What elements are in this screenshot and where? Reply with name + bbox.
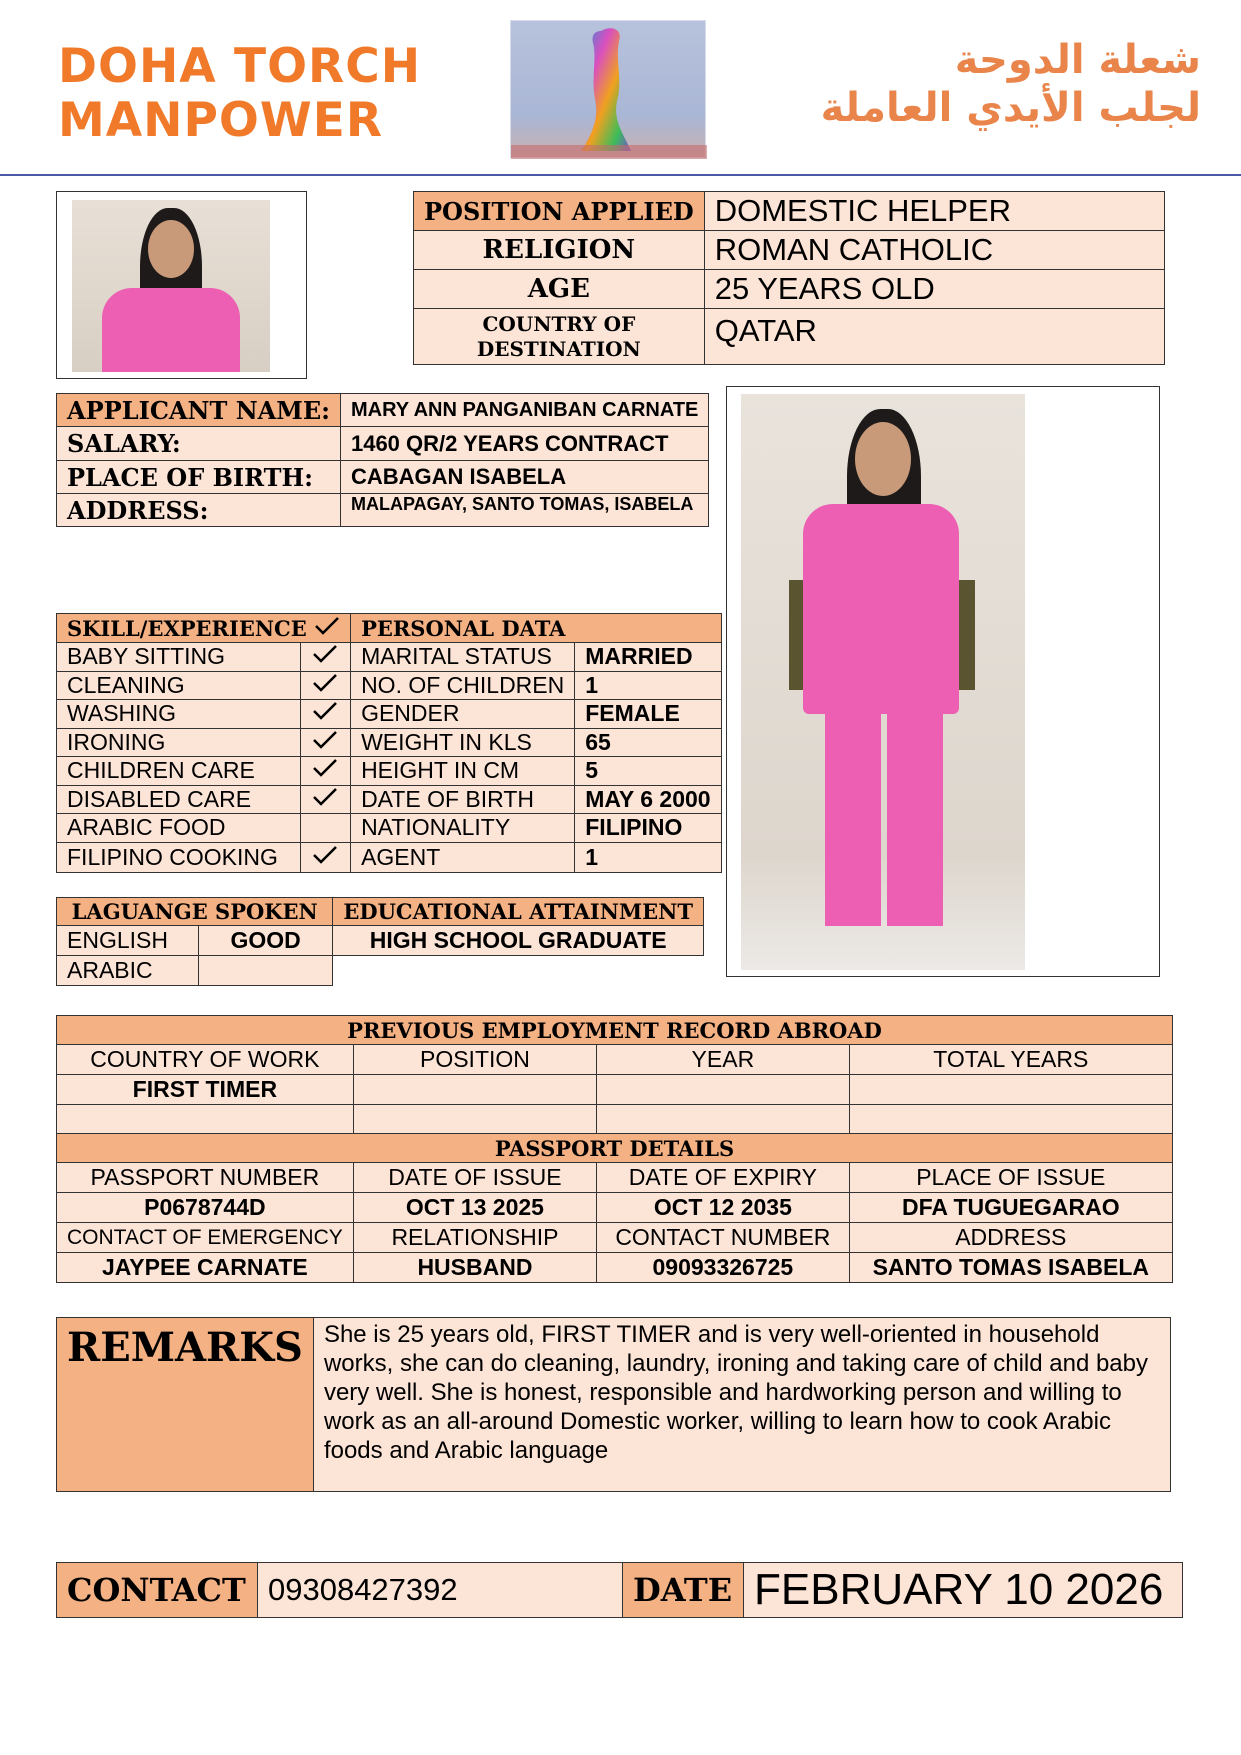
language-education-header-row — [57, 898, 704, 926]
skill-row — [57, 643, 722, 672]
checkmark-icon — [314, 616, 340, 636]
skill-check-cell — [300, 643, 350, 672]
emergency-col-address: ADDRESS — [849, 1223, 1172, 1253]
employment-position — [353, 1075, 596, 1105]
personal-field-label: NATIONALITY — [351, 814, 575, 843]
skills-personal-table — [56, 613, 722, 873]
passport-values-row — [57, 1193, 1173, 1223]
skill-name: CLEANING — [57, 671, 301, 700]
checkmark-icon — [312, 644, 338, 664]
header-divider — [0, 174, 1241, 176]
language-row-english — [57, 926, 704, 956]
salary-row — [57, 427, 709, 461]
applicant-name-label: APPLICANT NAME: — [57, 394, 341, 427]
skill-row — [57, 757, 722, 786]
contact-label: CONTACT — [57, 1563, 258, 1618]
remarks-table — [56, 1317, 1171, 1492]
personal-field-label: HEIGHT IN CM — [351, 757, 575, 786]
passport-col-number: PASSPORT NUMBER — [57, 1163, 354, 1193]
company-name-line1: DOHA TORCH — [58, 39, 422, 94]
skill-name: FILIPINO COOKING — [57, 842, 301, 872]
emergency-columns-row — [57, 1223, 1173, 1253]
passport-place-of-issue: DFA TUGUEGARAO — [849, 1193, 1172, 1223]
personal-field-label: DATE OF BIRTH — [351, 785, 575, 814]
personal-field-value: FEMALE — [575, 700, 721, 729]
position-table — [413, 191, 1165, 365]
checkmark-icon — [312, 701, 338, 721]
personal-field-value: 1 — [575, 842, 721, 872]
skills-header-row — [57, 614, 722, 643]
destination-row — [414, 309, 1165, 365]
skill-name: ARABIC FOOD — [57, 814, 301, 843]
personal-field-value: 65 — [575, 728, 721, 757]
checkmark-icon — [312, 845, 338, 865]
personal-data-header: PERSONAL DATA — [351, 614, 722, 643]
employment-year — [597, 1105, 849, 1134]
personal-field-value: MAY 6 2000 — [575, 785, 721, 814]
applicant-table — [56, 393, 709, 527]
skill-check-cell — [300, 757, 350, 786]
personal-field-value: MARRIED — [575, 643, 721, 672]
personal-field-label: NO. OF CHILDREN — [351, 671, 575, 700]
applicant-name-value: MARY ANN PANGANIBAN CARNATE — [340, 394, 708, 427]
company-name-arabic-line2: لجلب الأيدي العاملة — [820, 85, 1201, 131]
personal-field-value: 5 — [575, 757, 721, 786]
place-of-birth-label: PLACE OF BIRTH: — [57, 461, 341, 494]
skill-name: WASHING — [57, 700, 301, 729]
passport-number: P0678744D — [57, 1193, 354, 1223]
language-english-level: GOOD — [198, 926, 333, 956]
position-row — [414, 192, 1165, 231]
portrait-photo — [72, 200, 270, 372]
skill-row — [57, 814, 722, 843]
skills-header — [57, 614, 351, 643]
remarks-title: REMARKS — [67, 1324, 303, 1371]
place-of-birth-row — [57, 461, 709, 494]
employment-position — [353, 1105, 596, 1134]
emergency-contact-number: 09093326725 — [597, 1253, 849, 1283]
checkmark-icon — [312, 730, 338, 750]
remarks-title-cell — [57, 1318, 314, 1492]
employment-year — [597, 1075, 849, 1105]
employment-col-total: TOTAL YEARS — [849, 1045, 1172, 1075]
employment-col-country: COUNTRY OF WORK — [57, 1045, 354, 1075]
company-name — [58, 40, 421, 148]
skill-check-cell — [300, 842, 350, 872]
torch-logo — [510, 20, 706, 158]
destination-label: COUNTRY OF DESTINATION — [414, 309, 705, 365]
passport-columns-row — [57, 1163, 1173, 1193]
religion-label: RELIGION — [414, 231, 705, 270]
age-label: AGE — [414, 270, 705, 309]
address-row — [57, 494, 709, 527]
emergency-col-number: CONTACT NUMBER — [597, 1223, 849, 1253]
personal-field-label: MARITAL STATUS — [351, 643, 575, 672]
passport-date-of-expiry: OCT 12 2035 — [597, 1193, 849, 1223]
emergency-contact-name: JAYPEE CARNATE — [57, 1253, 354, 1283]
language-row-arabic — [57, 956, 704, 986]
skill-row — [57, 785, 722, 814]
skill-check-cell — [300, 785, 350, 814]
employment-header: PREVIOUS EMPLOYMENT RECORD ABROAD — [57, 1016, 1173, 1045]
empty-cell — [333, 956, 704, 986]
footer-row — [57, 1563, 1183, 1618]
employment-row — [57, 1075, 1173, 1105]
address-label: ADDRESS: — [57, 494, 341, 527]
address-value: MALAPAGAY, SANTO TOMAS, ISABELA — [340, 494, 708, 527]
language-header: LAGUANGE SPOKEN — [57, 898, 333, 926]
company-name-arabic-line1: شعلة الدوحة — [954, 37, 1201, 83]
checkmark-icon — [312, 787, 338, 807]
emergency-address: SANTO TOMAS ISABELA — [849, 1253, 1172, 1283]
passport-header: PASSPORT DETAILS — [57, 1134, 1173, 1163]
emergency-col-relationship: RELATIONSHIP — [353, 1223, 596, 1253]
position-applied-label: POSITION APPLIED — [414, 192, 705, 231]
checkmark-icon — [312, 758, 338, 778]
skill-name: CHILDREN CARE — [57, 757, 301, 786]
passport-date-of-issue: OCT 13 2025 — [353, 1193, 596, 1223]
skill-row — [57, 671, 722, 700]
language-arabic: ARABIC — [57, 956, 199, 986]
date-label: DATE — [623, 1563, 744, 1618]
contact-value: 09308427392 — [257, 1563, 622, 1618]
remarks-text: She is 25 years old, FIRST TIMER and is very well-oriented in household works, she can do cleaning, laundry, ironing and taking care of child and baby very well. She is honest, responsible and hardworking person and willing to work as an all-around Domestic worker, willing to learn how to cook Arabic foods and Arabic language — [313, 1318, 1170, 1492]
skill-check-cell — [300, 728, 350, 757]
employment-columns-row — [57, 1045, 1173, 1075]
personal-field-label: WEIGHT IN KLS — [351, 728, 575, 757]
skill-name: DISABLED CARE — [57, 785, 301, 814]
skill-check-cell — [300, 814, 350, 843]
position-applied-value: DOMESTIC HELPER — [704, 192, 1164, 231]
skill-row — [57, 728, 722, 757]
skill-name: BABY SITTING — [57, 643, 301, 672]
education-header: EDUCATIONAL ATTAINMENT — [333, 898, 704, 926]
skill-check-cell — [300, 671, 350, 700]
employment-header-row — [57, 1016, 1173, 1045]
religion-row — [414, 231, 1165, 270]
language-arabic-level — [198, 956, 333, 986]
date-value: FEBRUARY 10 2026 — [744, 1563, 1183, 1618]
salary-value: 1460 QR/2 YEARS CONTRACT — [340, 427, 708, 461]
employment-col-position: POSITION — [353, 1045, 596, 1075]
torch-tower-icon — [511, 21, 707, 159]
skills-header-label: SKILL/EXPERIENCE — [67, 615, 307, 641]
destination-value: QATAR — [704, 309, 1164, 365]
checkmark-icon — [312, 673, 338, 693]
passport-col-expiry: DATE OF EXPIRY — [597, 1163, 849, 1193]
passport-header-row — [57, 1134, 1173, 1163]
employment-country: FIRST TIMER — [57, 1075, 354, 1105]
company-name-line2: MANPOWER — [58, 93, 384, 148]
age-row — [414, 270, 1165, 309]
footer-table — [56, 1562, 1183, 1618]
personal-field-value: 1 — [575, 671, 721, 700]
skill-check-cell — [300, 700, 350, 729]
full-body-photo — [741, 394, 1025, 970]
education-value: HIGH SCHOOL GRADUATE — [333, 926, 704, 956]
full-body-photo-frame — [726, 386, 1160, 977]
employment-col-year: YEAR — [597, 1045, 849, 1075]
portrait-photo-frame — [56, 191, 307, 379]
skill-row — [57, 842, 722, 872]
personal-field-label: AGENT — [351, 842, 575, 872]
age-value: 25 YEARS OLD — [704, 270, 1164, 309]
skill-row — [57, 700, 722, 729]
employment-total — [849, 1105, 1172, 1134]
passport-col-issue: DATE OF ISSUE — [353, 1163, 596, 1193]
place-of-birth-value: CABAGAN ISABELA — [340, 461, 708, 494]
religion-value: ROMAN CATHOLIC — [704, 231, 1164, 270]
employment-passport-table — [56, 1015, 1173, 1283]
employment-row — [57, 1105, 1173, 1134]
personal-field-value: FILIPINO — [575, 814, 721, 843]
employment-total — [849, 1075, 1172, 1105]
skill-name: IRONING — [57, 728, 301, 757]
applicant-name-row — [57, 394, 709, 427]
employment-country — [57, 1105, 354, 1134]
language-education-table — [56, 897, 704, 986]
personal-field-label: GENDER — [351, 700, 575, 729]
salary-label: SALARY: — [57, 427, 341, 461]
company-name-arabic — [731, 36, 1201, 132]
passport-col-place: PLACE OF ISSUE — [849, 1163, 1172, 1193]
emergency-values-row — [57, 1253, 1173, 1283]
language-english: ENGLISH — [57, 926, 199, 956]
emergency-relationship: HUSBAND — [353, 1253, 596, 1283]
remarks-row — [57, 1318, 1171, 1492]
emergency-col-contact: CONTACT OF EMERGENCY — [57, 1223, 354, 1253]
